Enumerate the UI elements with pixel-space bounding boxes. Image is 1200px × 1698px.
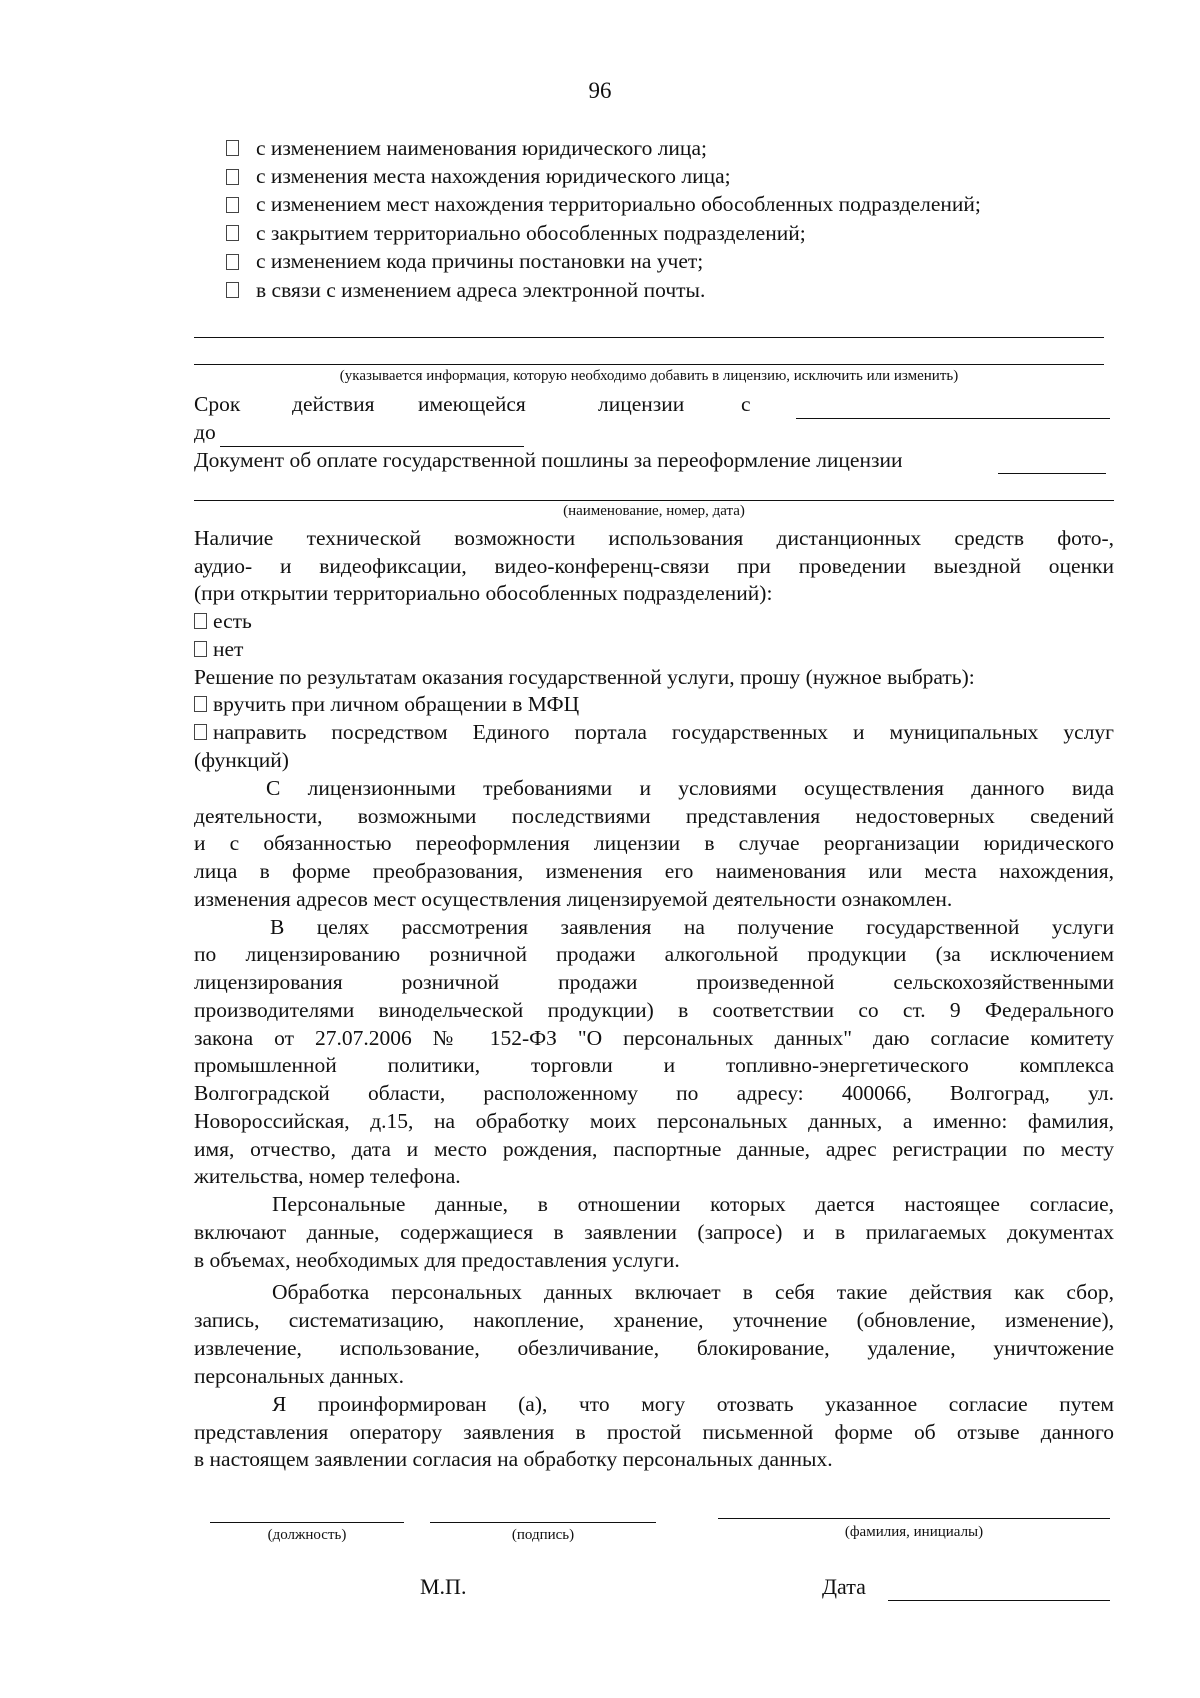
name-field[interactable] bbox=[718, 1518, 1110, 1519]
checkbox[interactable] bbox=[194, 641, 207, 657]
signature-caption: (подпись) bbox=[511, 1527, 575, 1543]
requirements-line: изменения адресов мест осуществления лицензируемой деятельности ознакомлен. bbox=[194, 887, 953, 911]
consent-line: лицензирования розничной продажи произведенной сельскохозяйственными bbox=[194, 970, 1114, 994]
processing-line: персональных данных. bbox=[194, 1364, 405, 1388]
info-fill-line-2[interactable] bbox=[194, 364, 1104, 365]
checkbox[interactable] bbox=[226, 140, 239, 156]
fee-inline-field[interactable] bbox=[998, 473, 1106, 474]
checkbox-label: с изменения места нахождения юридического лица; bbox=[256, 164, 731, 189]
checkbox[interactable] bbox=[226, 225, 239, 241]
validity-from-field[interactable] bbox=[796, 418, 1110, 419]
name-caption: (фамилия, инициалы) bbox=[844, 1524, 984, 1540]
tech-line: аудио- и видеофиксации, видео-конференц-связи при проведении выездной оценки bbox=[194, 554, 1114, 578]
consent-line: жительства, номер телефона. bbox=[194, 1164, 461, 1188]
option-no[interactable] bbox=[194, 636, 243, 664]
checkbox-label: с закрытием территориально обособленных подразделений; bbox=[256, 220, 806, 245]
checkbox[interactable] bbox=[226, 197, 239, 213]
checkbox[interactable] bbox=[226, 254, 239, 270]
tech-line: (при открытии территориально обособленных подразделений): bbox=[194, 581, 773, 605]
option-yes-label: есть bbox=[213, 609, 252, 633]
revoke-line: Я проинформирован (а), что могу отозвать указанное согласие путем bbox=[272, 1392, 1114, 1416]
consent-line: промышленной политики, торговли и топливно-энергетического комплекса bbox=[194, 1053, 1114, 1077]
checkbox-label: с изменением наименования юридического лица; bbox=[256, 135, 707, 160]
validity-word: имеющейся bbox=[418, 392, 526, 416]
decision-option-mfc[interactable] bbox=[194, 691, 579, 719]
validity-to-field[interactable] bbox=[220, 446, 524, 447]
consent-line: Новороссийская, д.15, на обработку моих персональных данных, а именно: фамилия, bbox=[194, 1109, 1114, 1133]
stamp-label: М.П. bbox=[420, 1574, 467, 1599]
change-reason-item[interactable] bbox=[226, 276, 1126, 304]
fee-caption: (наименование, номер, дата) bbox=[563, 503, 745, 519]
personal-data-line: Персональные данные, в отношении которых дается настоящее согласие, bbox=[272, 1192, 1114, 1216]
validity-word: действия bbox=[292, 392, 375, 416]
decision-option-portal-cont: (функций) bbox=[194, 748, 289, 772]
checkbox-label: с изменением кода причины постановки на учет; bbox=[256, 249, 704, 274]
requirements-line: и с обязанностью переоформления лицензии в случае реорганизации юридического bbox=[194, 831, 1114, 855]
validity-word: Срок bbox=[194, 392, 241, 416]
validity-to-label: до bbox=[194, 420, 216, 444]
checkbox-label: в связи с изменением адреса электронной почты. bbox=[256, 277, 706, 302]
requirements-line: С лицензионными требованиями и условиями осуществления данного вида bbox=[266, 776, 1114, 800]
checkbox[interactable] bbox=[194, 696, 207, 712]
consent-line: закона от 27.07.2006 № 152-ФЗ "О персональных данных" даю согласие комитету bbox=[194, 1026, 1114, 1050]
date-label: Дата bbox=[822, 1574, 866, 1599]
option-yes[interactable] bbox=[194, 608, 252, 636]
info-caption: (указывается информация, которую необходимо добавить в лицензию, исключить или изменить) bbox=[339, 368, 959, 384]
change-reason-item[interactable] bbox=[226, 191, 1126, 219]
consent-line: Волгоградской области, расположенному по адресу: 400066, Волгоград, ул. bbox=[194, 1081, 1114, 1105]
revoke-line: представления оператору заявления в простой письменной форме об отзыве данного bbox=[194, 1420, 1114, 1444]
requirements-line: деятельности, возможными последствиями представления недостоверных сведений bbox=[194, 804, 1114, 828]
processing-line: запись, систематизацию, накопление, хранение, уточнение (обновление, изменение), bbox=[194, 1308, 1114, 1332]
processing-line: Обработка персональных данных включает в себя такие действия как сбор, bbox=[272, 1280, 1114, 1304]
fee-fill-line[interactable] bbox=[194, 500, 1114, 501]
consent-line: имя, отчество, дата и место рождения, паспортные данные, адрес регистрации по месту bbox=[194, 1137, 1114, 1161]
change-reasons-list bbox=[226, 134, 1126, 304]
option-no-label: нет bbox=[213, 637, 244, 661]
decision-label: Решение по результатам оказания государственной услуги, прошу (нужное выбрать): bbox=[194, 665, 975, 689]
fee-label: Документ об оплате государственной пошлины за переоформление лицензии bbox=[194, 448, 903, 472]
validity-word: с bbox=[741, 392, 751, 416]
decision-option-portal-label: направить посредством Единого портала государственных и муниципальных услуг bbox=[213, 720, 1114, 744]
page-number: 96 bbox=[588, 78, 612, 103]
change-reason-item[interactable] bbox=[226, 248, 1126, 276]
validity-word: лицензии bbox=[598, 392, 685, 416]
consent-line: В целях рассмотрения заявления на получение государственной услуги bbox=[270, 915, 1114, 939]
checkbox[interactable] bbox=[194, 613, 207, 629]
checkbox[interactable] bbox=[226, 169, 239, 185]
personal-data-line: включают данные, содержащиеся в заявлении (запросе) и в прилагаемых документах bbox=[194, 1220, 1114, 1244]
tech-line: Наличие технической возможности использования дистанционных средств фото-, bbox=[194, 526, 1114, 550]
requirements-line: лица в форме преобразования, изменения его наименования или места нахождения, bbox=[194, 859, 1114, 883]
signature-field[interactable] bbox=[430, 1522, 656, 1523]
position-caption: (должность) bbox=[267, 1527, 347, 1543]
decision-option-portal[interactable] bbox=[194, 719, 1114, 747]
change-reason-item[interactable] bbox=[226, 219, 1126, 247]
checkbox-label: с изменением мест нахождения территориально обособленных подразделений; bbox=[256, 192, 981, 217]
change-reason-item[interactable] bbox=[226, 162, 1126, 190]
consent-line: производителями винодельческой продукции) в соответствии со ст. 9 Федерального bbox=[194, 998, 1114, 1022]
consent-line: по лицензированию розничной продажи алкогольной продукции (за исключением bbox=[194, 942, 1114, 966]
decision-option-mfc-label: вручить при личном обращении в МФЦ bbox=[213, 692, 580, 716]
date-field[interactable] bbox=[888, 1600, 1110, 1601]
info-fill-line-1[interactable] bbox=[194, 337, 1104, 338]
checkbox[interactable] bbox=[194, 724, 207, 740]
checkbox[interactable] bbox=[226, 282, 239, 298]
position-field[interactable] bbox=[210, 1522, 404, 1523]
change-reason-item[interactable] bbox=[226, 134, 1126, 162]
personal-data-line: в объемах, необходимых для предоставления услуги. bbox=[194, 1248, 680, 1272]
revoke-line: в настоящем заявлении согласия на обработку персональных данных. bbox=[194, 1447, 833, 1471]
processing-line: извлечение, использование, обезличивание, блокирование, удаление, уничтожение bbox=[194, 1336, 1114, 1360]
